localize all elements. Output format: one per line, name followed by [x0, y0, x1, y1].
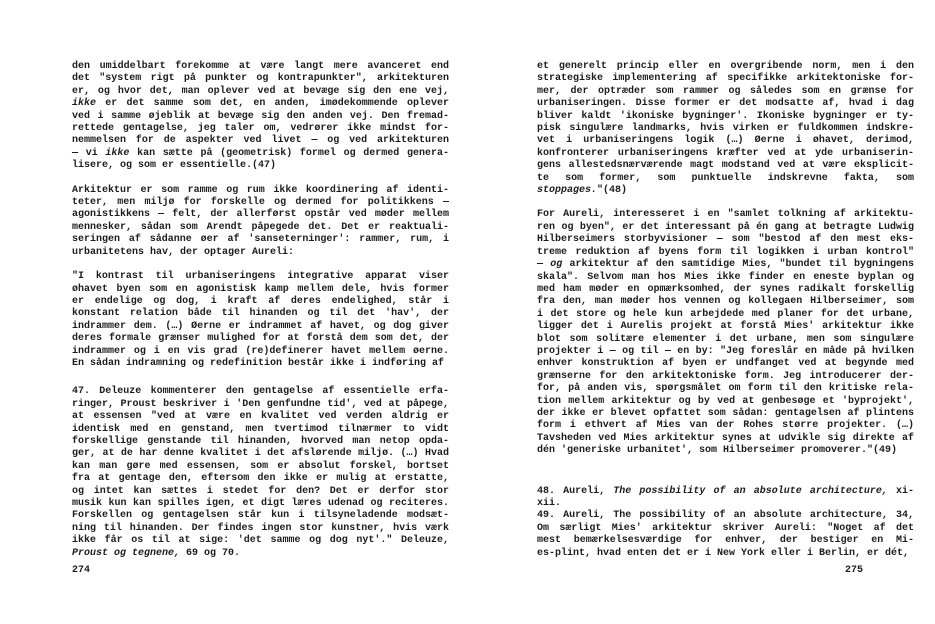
text-line: [537, 486, 914, 498]
text-segment: enhver konstruktion af byen er undfanget ved at begynde med: [537, 358, 914, 370]
text-line: [537, 296, 914, 308]
text-line: [72, 548, 449, 560]
text-line: [537, 234, 914, 246]
text-segment: er endelige og dog, i kraft af deres endelighed, står i: [72, 295, 449, 307]
text-line: [537, 272, 914, 284]
text-segment: Arkitektur er som ramme og rum ikke koordinering af identi-: [72, 184, 449, 196]
text-line: [72, 461, 449, 473]
text-segment: 48. Aureli,: [537, 485, 614, 497]
text-line: [72, 436, 449, 448]
text-segment: xii.: [537, 498, 562, 509]
text-line: [72, 160, 449, 172]
text-segment: mest bemærkelsesværdige for enhver, der bestiger en Mi-: [537, 535, 914, 547]
text-line: [537, 123, 914, 135]
text-line: [537, 160, 914, 172]
text-line: [537, 445, 914, 457]
text-segment: mennesker, sådan som Arendt påpegede det. Det er reaktuali-: [72, 221, 449, 233]
left-page-text-column: [72, 61, 449, 560]
text-line: [537, 309, 914, 321]
right-page-number: 275: [845, 565, 864, 576]
text-line: [72, 148, 449, 160]
text-segment: rettede gentagelse, jeg taler om, vedrører ikke mindst for-: [72, 123, 449, 135]
text-line: [537, 148, 914, 160]
text-segment: forskellige genstande til hinanden, hvorved man netop opda-: [72, 435, 449, 447]
text-segment: ikke får os til at sige: 'det samme og dog nyt'." Deleuze,: [72, 535, 449, 547]
text-line: [72, 358, 449, 370]
text-segment: er, og hvor det, man oplever ved at bevæge sig den ene vej,: [72, 85, 449, 97]
text-segment: 69 og 70.: [180, 547, 241, 559]
text-segment: tion mellem arkitektur og by ved at genbesøge et 'byprojekt',: [537, 395, 914, 407]
text-segment: treme reduktion af byens form til logikken i urban kontrol": [537, 246, 914, 258]
text-segment: pisk singulære landmarks, hvis virken er fuldkommen indskre-: [537, 123, 914, 135]
text-segment: —: [537, 259, 551, 271]
text-segment: fra at gentage den, eftersom den ikke er mulig at erstatte,: [72, 473, 449, 485]
text-line: [72, 473, 449, 485]
text-line: [537, 334, 914, 346]
text-line: [72, 510, 449, 522]
text-line: [72, 123, 449, 135]
text-segment: 49. Aureli, The possibility of an absolute architecture, 34,: [537, 510, 914, 522]
text-segment: deres formale grænser mulighed for at forstå dem som det, der: [72, 333, 449, 345]
text-segment: Hilberseimers storbyvisioner — som "bestod af den mest eks-: [537, 234, 914, 246]
text-segment: ved i samme øjeblik at bevæge sig den anden vej. Den fremad-: [72, 110, 449, 122]
text-line: [537, 61, 914, 73]
text-segment: kan sætte på (geometrisk) formel og dermed genera-: [129, 147, 449, 159]
text-segment: ning til hinanden. Der findes ingen stor kunstner, hvis værk: [72, 522, 449, 534]
text-line: [537, 433, 914, 445]
footnote-48: [537, 486, 914, 511]
footnote-47: [72, 386, 449, 560]
text-segment: — vi: [72, 147, 106, 159]
text-segment: agonistikkens — felt, der allerførst opstår ved møder mellem: [72, 209, 449, 221]
text-segment: es-plint, hvad enten det er i New York eller i Berlin, er dét,: [537, 547, 910, 559]
text-line: [72, 535, 449, 547]
left-page-number: 274: [72, 565, 91, 576]
text-line: [72, 271, 449, 283]
text-segment: lisere, og som er essentielle.(47): [72, 160, 277, 172]
text-line: [72, 185, 449, 197]
text-line: [72, 284, 449, 296]
text-line: [537, 284, 914, 296]
text-line: [72, 247, 449, 259]
text-segment: Tavsheden ved Mies arkitektur synes at udvikle sig direkte af: [537, 432, 914, 444]
text-line: [537, 498, 914, 510]
body-paragraph-1: [537, 61, 914, 197]
text-line: [72, 222, 449, 234]
text-segment: konstant relation både til hinanden og til det 'hav', der: [72, 308, 449, 320]
text-line: [537, 173, 914, 185]
text-line: [72, 424, 449, 436]
text-segment: ger, at de har denne kvalitet i det afslørende miljø. (…) Hvad: [72, 448, 449, 460]
text-line: [72, 111, 449, 123]
text-segment: grænserne for den arkitektoniske form. Jeg introducerer der-: [537, 370, 914, 382]
text-line: [537, 111, 914, 123]
text-line: [72, 346, 449, 358]
text-segment: ren og byen", er det interessant på én gang at betragte Ludwig: [537, 221, 914, 233]
text-line: [72, 523, 449, 535]
text-line: [537, 259, 914, 271]
text-segment: indrammer og i en vis grad (re)definerer havet mellem øerne.: [72, 345, 449, 357]
italic-text-segment: Proust og tegnene,: [72, 547, 181, 559]
text-line: [537, 185, 914, 197]
text-line: [72, 448, 449, 460]
text-line: [537, 371, 914, 383]
text-segment: strategiske implementering af specifikke arkitektoniske for-: [537, 73, 914, 85]
text-line: [72, 486, 449, 498]
body-paragraph-2: [72, 185, 449, 259]
italic-text-segment: ikke: [72, 98, 97, 110]
italic-text-segment: og: [550, 259, 563, 271]
text-segment: urbaniseringen. Disse former er det modsatte af, hvad i dag: [537, 98, 914, 110]
text-line: [537, 247, 914, 259]
text-line: [72, 86, 449, 98]
text-line: [537, 98, 914, 110]
text-line: [72, 73, 449, 85]
text-line: [72, 411, 449, 423]
italic-text-segment: The possibility of an absolute architecture,: [613, 485, 888, 497]
text-segment: "(48): [597, 185, 628, 197]
left-page: [0, 0, 467, 624]
text-segment: et generelt princip eller en overgribende norm, men i den: [537, 61, 914, 72]
text-segment: vet i urbaniseringens logik (…) Øerne i øhavet, derimod,: [537, 135, 914, 147]
text-line: [72, 333, 449, 345]
text-line: [537, 510, 914, 522]
text-line: [72, 308, 449, 320]
footnote-49: [537, 510, 914, 560]
text-segment: skala". Selvom man hos Mies ikke finder en eneste byplan og: [537, 271, 914, 283]
text-line: [72, 98, 449, 110]
text-segment: Om særligt Mies' arkitektur skriver Aureli: "Noget af det: [537, 522, 914, 534]
text-segment: konfronterer urbaniseringens kræfter ved at yde urbaniserin-: [537, 147, 914, 159]
text-line: [537, 209, 914, 221]
text-segment: For Aureli, interesseret i en "samlet tolkning af arkitektu-: [537, 209, 914, 221]
text-segment: blot som solitære elementer i det urbane, men som singulære: [537, 333, 914, 345]
text-segment: Forskellen og gentagelsen står kun i tilsyneladende modsæt-: [72, 510, 449, 522]
text-segment: mer, der optræder som rammer og således som en grænse for: [537, 85, 914, 97]
text-line: [72, 234, 449, 246]
text-segment: form i ethvert af Mies van der Rohes større projekter. (…): [537, 420, 914, 432]
italic-text-segment: stoppages.: [537, 185, 598, 197]
text-line: [72, 321, 449, 333]
right-page-text-column: [537, 61, 914, 560]
text-line: [537, 408, 914, 420]
body-paragraph-1: [72, 61, 449, 173]
body-paragraph-2: [537, 209, 914, 457]
text-segment: te som former, som punktuelle indskrevne fakta, som: [537, 172, 914, 184]
text-line: [72, 135, 449, 147]
text-line: [537, 523, 914, 535]
text-segment: den umiddelbart forekomme at være langt mere avanceret end: [72, 61, 449, 72]
text-segment: identisk med en genstand, men tvertimod tilnærmer to vidt: [72, 423, 449, 435]
block-quote: [72, 271, 449, 370]
text-segment: 47. Deleuze kommenterer den gentagelse af essentielle erfa-: [72, 386, 449, 398]
text-segment: bliver kaldt 'ikoniske bygninger'. Ikoniske bygninger er ty-: [537, 110, 914, 122]
italic-text-segment: ikke: [105, 147, 130, 159]
text-segment: En sådan indramning og redefinition består ikke i indføring af: [72, 357, 445, 369]
text-segment: med ham møder en opmærksomhed, der synes radikalt forskellig: [537, 283, 914, 295]
text-segment: arkitektur af den samtidige Mies, "bundet til bygningens: [562, 259, 914, 271]
text-segment: i det store og hele kun arbejdede med planer for det urbane,: [537, 308, 914, 320]
text-segment: "I kontrast til urbaniseringens integrative apparat viser: [72, 271, 449, 283]
text-segment: projekter i — og til — en by: "Jeg foreslår en måde på hvilken: [537, 345, 914, 357]
text-segment: der ikke er blevet opfattet som sådan: gentagelsen af plintens: [537, 407, 914, 419]
text-segment: xi-: [887, 485, 914, 497]
text-segment: er det samme som det, en anden, imødekommende oplever: [96, 98, 449, 110]
text-line: [537, 548, 914, 560]
text-segment: dén 'generiske urbanitet', som Hilberseimer promoverer."(49): [537, 445, 898, 457]
text-line: [72, 296, 449, 308]
right-page: [467, 0, 935, 624]
text-line: [537, 321, 914, 333]
text-line: [72, 61, 449, 73]
text-line: [537, 420, 914, 432]
text-line: [537, 73, 914, 85]
text-segment: kan man gøre med essensen, som er absolut forskel, bortset: [72, 460, 449, 472]
text-line: [72, 197, 449, 209]
text-segment: seringen af sådanne øer af 'sanseterninger': rammer, rum, i: [72, 234, 449, 246]
text-segment: og intet kan sættes i stedet for den? Det er derfor stor: [72, 485, 449, 497]
text-segment: det "system rigt på punkter og kontrapunkter", arkitekturen: [72, 73, 449, 85]
text-line: [537, 346, 914, 358]
text-line: [537, 358, 914, 370]
text-line: [537, 535, 914, 547]
text-segment: ringer, Proust beskriver i 'Den genfundne tid', ved at påpege,: [72, 398, 449, 410]
text-line: [72, 209, 449, 221]
text-segment: øhavet byen som en agonistisk kamp mellem dele, hvis former: [72, 283, 449, 295]
text-segment: nemmelsen for de aspekter ved livet — og ved arkitekturen: [72, 135, 449, 147]
text-segment: for, på anden vis, spørgsmålet om form til den kritiske rela-: [537, 383, 914, 395]
text-segment: fra den, man møder hos vennen og kollegaen Hilberseimer, som: [537, 296, 914, 308]
text-segment: gens allestedsnærværende magt modstand ved at være eksplicit-: [537, 160, 914, 172]
text-line: [72, 399, 449, 411]
text-segment: urbanitetens hav, der optager Aureli:: [72, 246, 295, 258]
text-line: [72, 386, 449, 398]
text-line: [537, 86, 914, 98]
text-line: [72, 498, 449, 510]
text-segment: ligger det i Aurelis projekt at forstå Mies' arkitektur ikke: [537, 321, 914, 333]
text-line: [537, 396, 914, 408]
text-segment: musik kun kan spilles igen, et digt læres udenad og reciteres.: [72, 498, 449, 509]
text-segment: teter, men miljø for forskelle og dermed for politikkens —: [72, 197, 449, 209]
text-line: [537, 383, 914, 395]
text-segment: at essensen "ved at være en kvalitet ved verden aldrig er: [72, 411, 449, 423]
text-segment: indrammer dem. (…) Øerne er indrammet af havet, og dog giver: [72, 320, 449, 332]
text-line: [537, 222, 914, 234]
text-line: [537, 135, 914, 147]
